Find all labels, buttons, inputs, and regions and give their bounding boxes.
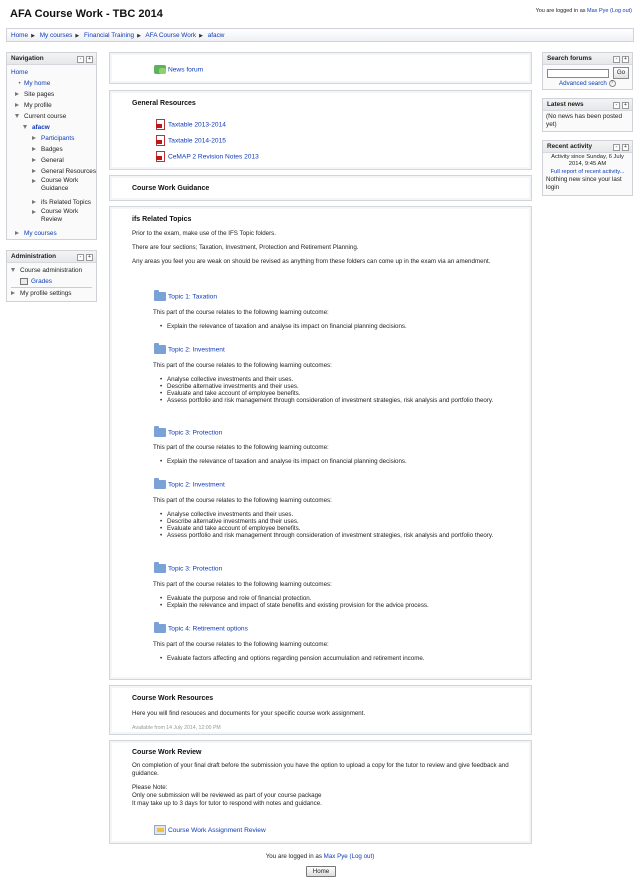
expand-arrow-icon[interactable] (11, 291, 15, 295)
expand-arrow-icon[interactable] (32, 158, 36, 162)
pdf-icon (156, 151, 165, 162)
file-link[interactable]: Taxtable 2014-2015 (168, 137, 226, 145)
folder-icon (154, 624, 166, 633)
topic-intro: This part of the course relates to the following learning outcomes: (153, 581, 332, 588)
folder-icon (154, 292, 166, 301)
help-icon[interactable]: ? (609, 80, 616, 87)
dock-icon[interactable]: - (77, 254, 84, 261)
topic-bullet: • Describe alternative investments and their uses. (167, 383, 299, 391)
navigation-block (6, 52, 97, 240)
administration-block-header (7, 251, 96, 263)
topic-bullet: • Analyse collective investments and their uses. (167, 376, 293, 384)
latest-news-block (542, 98, 633, 132)
administration-block (6, 250, 97, 302)
breadcrumb (6, 28, 634, 42)
nav-my-home[interactable]: My home (24, 80, 51, 87)
activity-since: Activity since Sunday, 6 July 2014, 9:45 AM (551, 154, 624, 167)
review-note-line: It may take up to 3 days for tutor to respond with notes and guidance. (132, 800, 322, 807)
nav-general[interactable]: General (41, 157, 64, 164)
admin-course-administration[interactable]: Course administration (20, 267, 83, 274)
expand-arrow-icon[interactable] (32, 169, 36, 173)
search-forums-header (543, 53, 632, 65)
ifs-title: ifs Related Topics (132, 216, 192, 223)
topic-bullet: • Explain the relevance and impact of state benefits and existing provision for the advice process. (167, 602, 429, 610)
breadcrumb-separator-icon: ▶ (137, 33, 141, 39)
topic-bullet: • Assess portfolio and risk management through consideration of investment strategies, risk analysis and portfolio theory. (167, 532, 512, 540)
user-link[interactable]: Max Pye (587, 8, 609, 14)
logout-link[interactable]: (Log out) (609, 8, 632, 14)
section-ifs-related-topics (109, 206, 532, 680)
news-forum-link[interactable]: News forum (168, 66, 204, 74)
collapse-arrow-icon[interactable] (23, 125, 27, 129)
topic-link[interactable]: Topic 3: Protection (168, 429, 223, 437)
nav-current-course[interactable]: Current course (24, 113, 67, 120)
login-prefix: You are logged in as (535, 8, 586, 14)
review-note-heading: Please Note: (132, 784, 168, 791)
topic-intro: This part of the course relates to the following learning outcomes: (153, 362, 332, 369)
file-link[interactable]: Taxtable 2013-2014 (168, 121, 226, 129)
nav-general-resources[interactable]: General Resources (41, 168, 97, 175)
nav-my-courses[interactable]: My courses (24, 230, 57, 237)
nav-home[interactable]: Home (11, 69, 29, 76)
expand-arrow-icon[interactable] (32, 179, 36, 183)
login-info (536, 8, 632, 14)
page-title: AFA Course Work - TBC 2014 (10, 8, 163, 20)
assignment-link[interactable]: Course Work Assignment Review (168, 826, 266, 834)
topic-link[interactable]: Topic 2: Investment (168, 346, 225, 354)
breadcrumb-my-courses[interactable]: My courses (39, 32, 73, 39)
topic-link[interactable]: Topic 1: Taxation (168, 293, 217, 301)
review-note-line: Only one submission will be reviewed as part of your course package (132, 792, 322, 799)
grades-icon (20, 278, 28, 285)
resources-title: Course Work Resources (132, 695, 214, 702)
breadcrumb-financial-training[interactable]: Financial Training (84, 32, 135, 39)
nav-site-pages[interactable]: Site pages (24, 91, 55, 98)
search-forums-title: Search forums (547, 55, 592, 62)
footer-logout-link[interactable]: (Log out) (349, 853, 375, 860)
section-course-work-review (109, 740, 532, 844)
file-link[interactable]: CeMAP 2 Revision Notes 2013 (168, 153, 259, 161)
topic-link[interactable]: Topic 4: Retirement options (168, 625, 248, 633)
bullet-icon: • (18, 81, 21, 87)
footer-login-prefix: You are logged in as (265, 853, 322, 860)
folder-icon (154, 480, 166, 489)
topic-intro: This part of the course relates to the following learning outcome: (153, 309, 329, 316)
review-text: On completion of your final draft before the submission you have the option to upload a copy for the tutor to review and give feedback and guidance. (132, 762, 509, 777)
nav-course-short[interactable]: afacw (32, 124, 50, 131)
home-button[interactable]: Home (306, 866, 336, 877)
dock-icon[interactable]: - (613, 102, 620, 109)
advanced-search-link[interactable]: Advanced search (559, 80, 607, 88)
hide-block-icon[interactable]: + (86, 254, 93, 261)
breadcrumb-course[interactable]: AFA Course Work (145, 32, 197, 39)
topic-intro: This part of the course relates to the following learning outcome: (153, 444, 329, 451)
breadcrumb-separator-icon: ▶ (31, 33, 35, 39)
search-go-button[interactable]: Go (613, 67, 629, 79)
expand-arrow-icon[interactable] (32, 210, 36, 214)
section-course-work-guidance (109, 175, 532, 201)
dock-icon[interactable]: - (613, 144, 620, 151)
topic-link[interactable]: Topic 3: Protection (168, 565, 223, 573)
expand-arrow-icon[interactable] (15, 103, 19, 107)
forum-icon (154, 65, 166, 74)
hide-block-icon[interactable]: + (622, 102, 629, 109)
latest-news-text: (No news has been posted yet) (546, 113, 623, 128)
recent-activity-block (542, 140, 633, 196)
topic-bullet: • Evaluate factors affecting and options regarding pension accumulation and retirement income. (167, 655, 425, 663)
expand-arrow-icon[interactable] (32, 136, 36, 140)
navigation-block-title: Navigation (11, 55, 44, 62)
nothing-new-text: Nothing new since your last login (546, 176, 622, 191)
topic-bullet: • Evaluate the purpose and role of financial protection. (167, 595, 311, 603)
search-input[interactable] (547, 69, 609, 78)
footer-user-link[interactable]: Max Pye (323, 853, 348, 860)
section-course-work-resources (109, 685, 532, 735)
topic-link[interactable]: Topic 2: Investment (168, 481, 225, 489)
dock-icon[interactable]: - (77, 56, 84, 63)
breadcrumb-home[interactable]: Home (11, 32, 29, 39)
resources-text: Here you will find resouces and documents for your specific course work assignment. (132, 710, 366, 717)
pdf-icon (156, 119, 165, 130)
ifs-intro-3: Any areas you feel you are weak on should be revised as anything from these folders can come up in the exam via an amendment. (132, 258, 491, 265)
dock-icon[interactable]: - (613, 56, 620, 63)
page-header (0, 0, 640, 28)
footer-login-info (0, 853, 640, 860)
topic-bullet: • Describe alternative investments and their uses. (167, 518, 299, 526)
hide-block-icon[interactable]: + (622, 56, 629, 63)
folder-icon (154, 564, 166, 573)
administration-tree (7, 263, 96, 300)
breadcrumb-separator-icon: ▶ (75, 33, 80, 39)
navigation-tree (7, 65, 96, 241)
expand-arrow-icon[interactable] (15, 92, 19, 96)
pdf-icon (156, 135, 165, 146)
section-general-resources (109, 90, 532, 170)
hide-block-icon[interactable]: + (86, 56, 93, 63)
hide-block-icon[interactable]: + (622, 144, 629, 151)
review-title: Course Work Review (132, 749, 202, 756)
nav-course-work-review[interactable]: Course Work Review (41, 208, 79, 223)
topic-bullet: • Assess portfolio and risk management through consideration of investment strategies, risk analysis and portfolio theory. (167, 397, 512, 405)
assignment-icon (154, 825, 166, 835)
admin-my-profile-settings[interactable]: My profile settings (20, 290, 72, 297)
topic-intro: This part of the course relates to the following learning outcomes: (153, 497, 332, 504)
nav-badges[interactable]: Badges (41, 146, 63, 153)
nav-course-work-guidance[interactable]: Course Work Guidance (41, 177, 79, 192)
full-report-link[interactable]: Full report of recent activity... (550, 169, 625, 175)
folder-icon (154, 345, 166, 354)
section-general (109, 52, 532, 84)
search-forums-block (542, 52, 633, 90)
topic-bullet: • Evaluate and take account of employee benefits. (167, 390, 300, 398)
nav-participants[interactable]: Participants (41, 135, 75, 142)
nav-ifs-related-topics[interactable]: ifs Related Topics (41, 199, 91, 206)
latest-news-title: Latest news (547, 101, 584, 108)
topic-intro: This part of the course relates to the following learning outcome: (153, 641, 329, 648)
expand-arrow-icon[interactable] (32, 147, 36, 151)
recent-activity-header (543, 141, 632, 153)
ifs-intro-2: There are four sections; Taxation, Investment, Protection and Retirement Planning. (132, 244, 359, 251)
expand-arrow-icon[interactable] (32, 200, 36, 204)
navigation-block-header (7, 53, 96, 65)
administration-block-title: Administration (11, 253, 57, 260)
folder-icon (154, 428, 166, 437)
nav-my-profile[interactable]: My profile (24, 102, 52, 109)
expand-arrow-icon[interactable] (15, 231, 19, 235)
general-resources-title: General Resources (132, 100, 196, 107)
recent-activity-title: Recent activity (547, 143, 593, 150)
collapse-arrow-icon[interactable] (11, 268, 15, 272)
topic-bullet: • Evaluate and take account of employee benefits. (167, 525, 300, 533)
guidance-title: Course Work Guidance (132, 185, 210, 192)
breadcrumb-separator-icon: ▶ (199, 33, 203, 39)
topic-bullet: • Analyse collective investments and their uses. (167, 511, 293, 519)
breadcrumb-course-short[interactable]: afacw (207, 32, 225, 39)
ifs-intro-1: Prior to the exam, make use of the IFS Topic folders. (132, 230, 276, 237)
admin-grades[interactable]: Grades (31, 278, 52, 285)
collapse-arrow-icon[interactable] (15, 114, 19, 118)
availability-note: Available from 14 July 2014, 12:00 PM (132, 725, 221, 731)
latest-news-header (543, 99, 632, 111)
topic-bullet: • Explain the relevance of taxation and analyse its impact on financial planning decisions. (167, 458, 407, 466)
topic-bullet: • Explain the relevance of taxation and analyse its impact on financial planning decisions. (167, 323, 407, 331)
